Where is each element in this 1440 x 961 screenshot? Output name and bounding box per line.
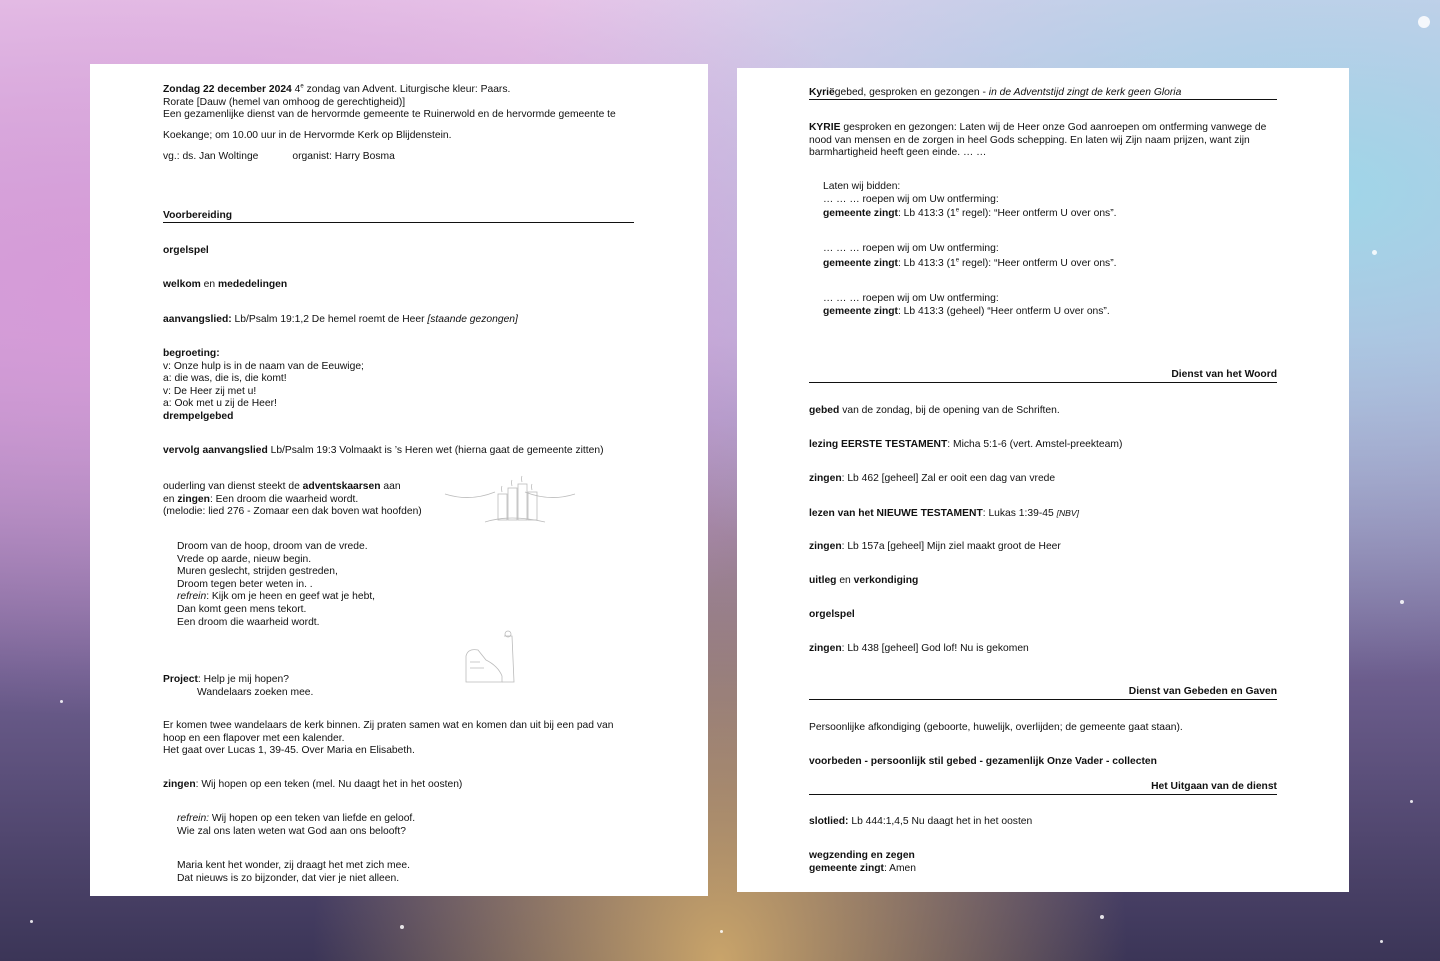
service-location: Koekange; om 10.00 uur in de Hervormde Kerk op Blijdenstein. [163, 129, 452, 141]
bidden-block-1 [823, 181, 1117, 221]
kyrie-text: nood van mensen en de zorgen in heel Gods schepping. En laten wij Zijn naam prijzen, want zijn [809, 134, 1250, 146]
welkom-label: welkom [163, 279, 201, 290]
section-dienst-woord: Dienst van het Woord [1171, 369, 1277, 380]
wegzending-label: wegzending en zegen [809, 850, 915, 861]
uitleg-label: uitleg [809, 575, 837, 586]
gemeente-zingt-label: gemeente zingt [823, 208, 898, 220]
verse-line: Muren geslecht, strijden gestreden, [177, 566, 338, 578]
verse-line: Droom tegen beter weten in. . [177, 578, 313, 590]
section-rule [809, 382, 1277, 383]
hiking-boot-icon [458, 626, 522, 688]
slotlied-label: slotlied: [809, 816, 849, 827]
gebed-text: van de zondag, bij de opening van de Schriften. [839, 405, 1060, 416]
zingen-label: zingen [809, 643, 842, 654]
gebed-line [809, 405, 1060, 418]
service-header [163, 84, 616, 164]
gebed-label: gebed [809, 405, 840, 416]
lezing-label: lezing EERSTE TESTAMENT [809, 439, 948, 450]
begroeting-line: v: Onze hulp is in de naam van de Eeuwige; [163, 360, 364, 372]
vervolg-label: vervolg aanvangslied [163, 445, 268, 456]
section-uitgaan: Het Uitgaan van de dienst [1151, 781, 1277, 792]
orgelspel: orgelspel [809, 609, 855, 620]
kyrie-title: KYRIE [809, 122, 841, 133]
preacher: vg.: ds. Jan Woltinge [163, 151, 259, 163]
wandelaars-block [163, 720, 613, 758]
drempelgebed-label: drempelgebed [163, 410, 234, 422]
gz-text: : Lb 413:3 (geheel) “Heer ontferm U over ons”. [897, 305, 1110, 317]
zingen3-line [809, 643, 1029, 656]
zingen2-line [809, 541, 1061, 554]
refrein-label: refrein [177, 591, 207, 603]
afkondiging: Persoonlijke afkondiging (geboorte, huwelijk, overlijden; de gemeente gaat staan). [809, 722, 1183, 733]
kyrie-heading-note: in de Adventstijd zingt de kerk geen Gloria [988, 87, 1182, 98]
zingen-label: zingen [809, 541, 842, 552]
paragraph-line: Er komen twee wandelaars de kerk binnen. Zij praten samen wat en komen dan uit bij een pad van [163, 720, 614, 731]
roepen-line: … … … roepen wij om Uw ontferming: [823, 193, 999, 205]
lezing-label: lezen van het NIEUWE TESTAMENT [809, 508, 983, 519]
zingen-label: zingen [177, 493, 210, 505]
song-title: : Wij hopen op een teken (mel. Nu daagt het in het oosten) [195, 779, 463, 790]
aanvangslied-note: [staande gezongen] [427, 314, 518, 325]
service-description: Een gezamenlijke dienst van de hervormde gemeente te Ruinerwold en de hervormde gemeente te [163, 109, 616, 121]
uitleg-line [809, 575, 918, 588]
voorbeden: voorbeden - persoonlijk stil gebed - gezamenlijk Onze Vader - collecten [809, 756, 1157, 767]
gz-text-end: regel): “Heer ontferm U over ons”. [959, 257, 1117, 269]
service-date: Zondag 22 december 2024 [163, 84, 292, 95]
section-rule [809, 699, 1277, 700]
ouderling-text: ouderling van dienst steekt de [163, 481, 303, 492]
kyrie-block [809, 122, 1266, 160]
begroeting-line: a: die was, die is, die komt! [163, 373, 287, 385]
liturgy-page-left [90, 64, 708, 896]
project-block [163, 674, 313, 699]
kyrie-text: gesproken en gezongen: Laten wij de Heer onze God aanroepen om ontferming vanwege de [840, 122, 1267, 133]
zingen-label: zingen [163, 779, 196, 790]
sparkle [1380, 940, 1383, 943]
orgelspel: orgelspel [163, 245, 209, 256]
song-title: : Lb 438 [geheel] God lof! Nu is gekomen [841, 643, 1029, 654]
zingen1-line [809, 473, 1055, 486]
begroeting-line: a: Ook met u zij de Heer! [163, 398, 277, 410]
gz-text: : Lb 413:3 (1 [897, 208, 956, 220]
translation-note: [NBV] [1056, 508, 1080, 518]
advent-candles-icon [440, 472, 580, 524]
vervolg-aanvangslied [163, 445, 604, 458]
mededelingen-label: mededelingen [217, 279, 288, 290]
amen-text: : Amen [883, 862, 917, 874]
bidden-label: Laten wij bidden: [823, 181, 901, 192]
verse-line: Droom van de hoop, droom van de vrede. [177, 541, 368, 552]
sparkle [1418, 16, 1430, 28]
lezing2-line [809, 507, 1079, 521]
section-rule [809, 794, 1277, 795]
project-subtitle: Wandelaars zoeken mee. [197, 686, 314, 698]
project-label: Project [163, 674, 198, 685]
verse-line: Maria kent het wonder, zij draagt het met zich mee. [177, 860, 410, 871]
melody-note: (melodie: lied 276 - Zomaar een dak boven wat hoofden) [163, 506, 422, 518]
sparkle [1400, 600, 1404, 604]
song-title: : Lb 157a [geheel] Mijn ziel maakt groot de Heer [841, 541, 1061, 552]
section-rule [163, 222, 634, 223]
gz-text-end: regel): “Heer ontferm U over ons”. [959, 208, 1117, 220]
liturgy-page-right [737, 68, 1349, 892]
verse-line: Vrede op aarde, nieuw begin. [177, 553, 312, 565]
liturgical-color: zondag van Advent. Liturgische kleur: Paars. [303, 84, 511, 95]
section-rule [809, 99, 1277, 100]
project-text: : Help je mij hopen? [197, 674, 289, 685]
paragraph-line: Het gaat over Lucas 1, 39-45. Over Maria en Elisabeth. [163, 745, 415, 757]
droom-verse [177, 541, 375, 629]
zingen-hopen [163, 779, 462, 792]
verse-line: Dat nieuws is zo bijzonder, dat vier je niet alleen. [177, 872, 400, 884]
zingen-label: zingen [809, 473, 842, 484]
verkondiging-label: verkondiging [853, 575, 919, 586]
slotlied-line [809, 816, 1032, 829]
bidden-block-2 [823, 243, 1117, 270]
section-dienst-gebeden: Dienst van Gebeden en Gaven [1128, 686, 1277, 697]
section-voorbereiding: Voorbereiding [163, 210, 233, 221]
maria-verse [177, 860, 410, 885]
begroeting-label: begroeting: [163, 348, 220, 359]
uitleg-and: en [836, 575, 854, 586]
vervolg-text: Lb/Psalm 19:3 Volmaakt is ’s Heren wet (hierna gaat de gemeente zitten) [267, 445, 604, 456]
welkom-and: en [200, 279, 218, 290]
gemeente-zingt-label: gemeente zingt [823, 257, 898, 269]
verse-line: Een droom die waarheid wordt. [177, 616, 320, 628]
gemeente-zingt-label: gemeente zingt [809, 862, 884, 874]
refrein-block [177, 813, 415, 838]
refrein-text: Wij hopen op een teken van liefde en geloof. [209, 813, 416, 824]
sparkle [400, 925, 404, 929]
sparkle [30, 920, 33, 923]
verse-line: Dan komt geen mens tekort. [177, 603, 307, 615]
ordinal-sup: e [300, 83, 304, 90]
wegzending-block [809, 850, 916, 875]
aanvangslied-text: Lb/Psalm 19:1,2 De hemel roemt de Heer [231, 314, 428, 325]
lezing-text: : Micha 5:1-6 (vert. Amstel-preekteam) [947, 439, 1123, 450]
sparkle [1100, 915, 1104, 919]
kyrie-heading [809, 87, 1181, 100]
lezing1-line [809, 439, 1122, 452]
bidden-block-3 [823, 293, 1110, 318]
begroeting-line: v: De Heer zij met u! [163, 385, 257, 397]
ordinal-sup: e [955, 207, 960, 214]
kyrie-text: barmhartigheid heeft geen einde. … … [809, 147, 987, 159]
refrein-text: : Kijk om je heen en geef wat je hebt, [206, 591, 376, 603]
sparkle [720, 930, 723, 933]
sparkle [1372, 250, 1377, 255]
organist: organist: Harry Bosma [292, 151, 395, 163]
welkom-line [163, 279, 287, 292]
roepen-line: … … … roepen wij om Uw ontferming: [823, 243, 999, 254]
lezing-text: : Lukas 1:39-45 [982, 508, 1057, 519]
kyrie-label: Kyrië [809, 87, 835, 98]
roepen-line: … … … roepen wij om Uw ontferming: [823, 293, 999, 304]
gz-text: : Lb 413:3 (1 [897, 257, 956, 269]
ouderling-text-end: aan [380, 481, 401, 492]
slotlied-text: Lb 444:1,4,5 Nu daagt het in het oosten [848, 816, 1033, 827]
refrein-line: Wie zal ons laten weten wat God aan ons belooft? [177, 825, 406, 837]
rorate-line: Rorate [Dauw (hemel van omhoog de gerechtigheid)] [163, 96, 406, 108]
sparkle [1410, 800, 1413, 803]
kyrie-heading-text: gebed, gesproken en gezongen - [834, 87, 989, 98]
begroeting-block [163, 348, 364, 424]
song-title: : Lb 462 [geheel] Zal er ooit een dag van vrede [841, 473, 1056, 484]
ouderling-block [163, 481, 422, 519]
song-title: : Een droom die waarheid wordt. [209, 493, 359, 505]
paragraph-line: hoop en een flapover met een kalender. [163, 732, 345, 744]
aanvangslied-line [163, 314, 518, 327]
adventskaarsen-label: adventskaarsen [302, 481, 381, 492]
ordinal-sup: e [955, 257, 960, 264]
aanvangslied-label: aanvangslied: [163, 314, 232, 325]
ouderling-en: en [163, 493, 178, 505]
refrein-label: refrein: [177, 813, 210, 824]
gemeente-zingt-label: gemeente zingt [823, 305, 898, 317]
sparkle [60, 700, 63, 703]
advent-number: 4 [294, 84, 301, 95]
